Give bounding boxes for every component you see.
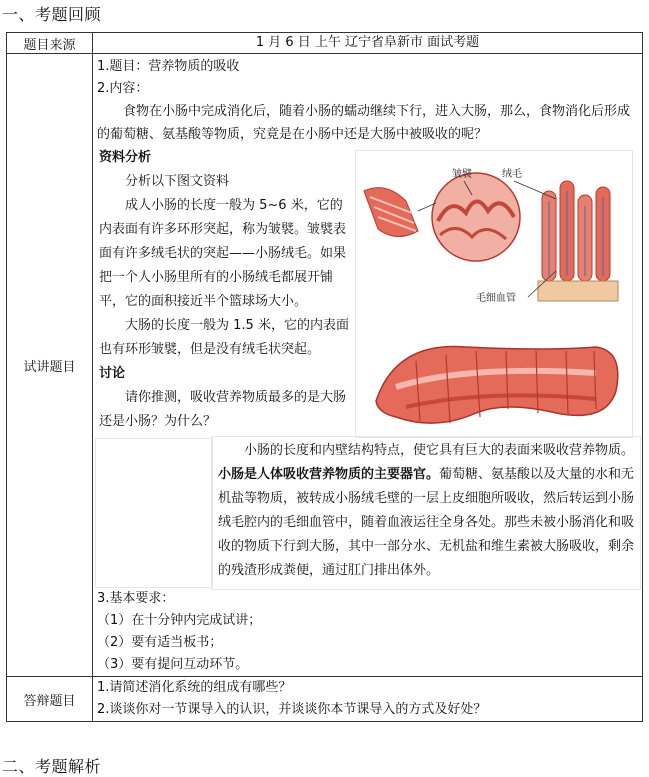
analysis-text bbox=[99, 146, 355, 434]
analysis-block bbox=[93, 146, 642, 436]
conclusion-part-b: 葡萄糖、氨基酸以及大量的水和无机盐等物质，被转成小肠绒毛壁的一层上皮细胞所吸收，然后转运到小肠绒毛腔内的毛细血管中，随着血液运往全身各处。那些未被小肠消化和吸收的物质下行到大肠，其中一部分水、无机盐和维生素被大肠吸收，剩余的残渣形成粪便，通过肛门排出体外。 bbox=[218, 467, 635, 578]
intestine-figure bbox=[355, 150, 633, 438]
requirement-1: （1）在十分钟内完成试讲； bbox=[97, 613, 262, 628]
discussion-text: 请你推测，吸收营养物质最多的是大肠还是小肠？为什么？ bbox=[99, 390, 347, 429]
intestine-illustration bbox=[356, 151, 632, 437]
intro-paragraph: 食物在小肠中完成消化后，随着小肠的蠕动继续下行，进入大肠，那么，食物消化后形成的葡萄糖、氨基酸等物质，究竟是在小肠中还是大肠中被吸收的呢？ bbox=[97, 104, 631, 142]
capillary-label: 毛细血管 bbox=[476, 293, 516, 304]
defense-row bbox=[7, 677, 643, 722]
defense-label: 答辩题目 bbox=[7, 677, 93, 722]
defense-question-1: 1.请简述消化系统的组成有哪些？ bbox=[97, 680, 292, 695]
trial-topic: 1.题目：营养物质的吸收 bbox=[97, 59, 240, 74]
analysis-subheading: 分析以下图文资料 bbox=[125, 174, 230, 189]
requirement-2: （2）要有适当板书； bbox=[97, 635, 223, 650]
villus-label: 绒毛 bbox=[502, 169, 522, 180]
villus-image bbox=[538, 181, 618, 301]
discussion-heading: 讨论 bbox=[99, 366, 126, 381]
trial-content bbox=[93, 54, 643, 677]
intestine-segment-image bbox=[364, 188, 418, 237]
analysis-paragraph-1: 成人小肠的长度一般为 5~6 米，它的内表面有许多环形突起，称为皱襞。皱襞表面有许多绒毛状的突起——小肠绒毛。如果把一个人小肠里所有的小肠绒毛都展开铺平，它的面积接近半个篮球场大小。 bbox=[99, 198, 347, 309]
question-table bbox=[6, 32, 643, 722]
defense-question-2: 2.谈谈你对一节课导入的认识，并谈谈你本节课导入的方式及好处？ bbox=[97, 702, 487, 717]
analysis-heading: 资料分析 bbox=[99, 150, 152, 165]
source-label: 题目来源 bbox=[7, 33, 93, 54]
source-value: 1 月 6 日 上午 辽宁省阜新市 面试考题 bbox=[93, 33, 643, 54]
conclusion-bold: 小肠是人体吸收营养物质的主要器官。 bbox=[218, 467, 440, 482]
conclusion-part-a: 小肠的长度和内壁结构特点，使它具有巨大的表面来吸收营养物质。 bbox=[244, 443, 635, 458]
content-label: 2.内容： bbox=[97, 81, 149, 96]
conclusion-block bbox=[93, 436, 642, 588]
analysis-paragraph-2: 大肠的长度一般为 1.5 米，它的内表面也有环形皱襞，但是没有绒毛状突起。 bbox=[99, 318, 349, 357]
defense-content bbox=[93, 677, 643, 722]
trial-row bbox=[7, 54, 643, 677]
fold-magnified-image bbox=[418, 173, 520, 261]
requirements-label: 3.基本要求： bbox=[97, 591, 175, 606]
requirement-3: （3）要有提问互动环节。 bbox=[97, 657, 249, 672]
fold-label: 皱襞 bbox=[452, 169, 472, 180]
conclusion-text bbox=[211, 436, 641, 590]
large-intestine-image bbox=[376, 346, 618, 423]
source-row bbox=[7, 33, 643, 54]
section-title-review: 一、考题回顾 bbox=[2, 5, 102, 24]
trial-label: 试讲题目 bbox=[7, 54, 93, 677]
section-title-analysis: 二、考题解析 bbox=[2, 757, 102, 776]
blank-image-placeholder bbox=[95, 438, 213, 588]
